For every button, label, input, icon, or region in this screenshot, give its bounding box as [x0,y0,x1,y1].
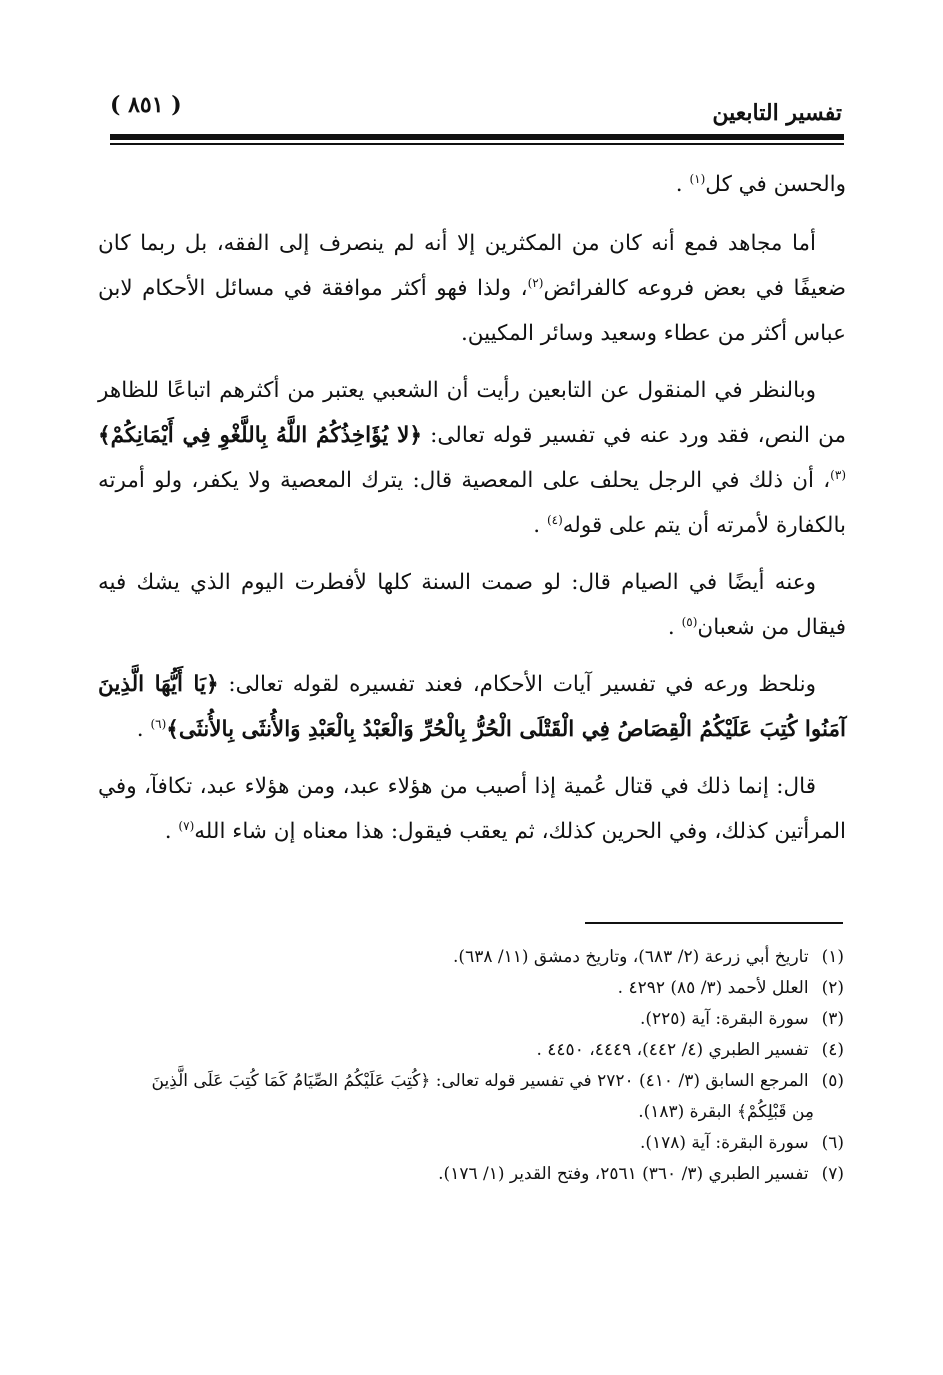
quran-verse-2: ﴿يَا أَيُّهَا الَّذِينَ آمَنُوا كُتِبَ عَلَيْكُمُ الْقِصَاصُ فِي الْقَتْلَى الْحُرُّ بِالْحُرِّ وَالْعَبْدُ بِالْعَبْدِ وَالأُنثَى بِالأُنثَى﴾ [98,672,846,742]
footnote-5-continuation [104,1097,844,1128]
running-title: تفسير التابعين [712,100,842,126]
paragraph-2 [98,221,846,356]
footnote-number: (٦) [821,1133,844,1153]
footnote-ref-6: (٦) [150,716,167,731]
paragraph-3-text-a: وبالنظر في المنقول عن التابعين رأيت أن الشعبي يعتبر من أكثرهم اتباعًا للظاهر من النص، فقد ورد عنه في تفسير قوله تعالى: [98,378,846,448]
footnote-text: سورة البقرة: آية (٢٢٥). [639,1009,809,1029]
quran-verse-1: ﴿لا يُؤَاخِذُكُمُ اللَّهُ بِاللَّغْوِ فِي أَيْمَانِكُمْ﴾ [98,423,422,448]
paragraph-6-text: قال: إنما ذلك في قتال عُمية إذا أصيب من هؤلاء عبد، ومن هؤلاء عبد، تكافآ، وفي المرأتين كذلك، وفي الحرين كذلك، ثم يعقب فيقول: هذا معناه إن شاء الله [98,774,846,844]
footnote-ref-7: (٧) [178,818,195,833]
paragraph-6 [98,764,846,854]
paragraph-1 [98,162,846,207]
main-text [98,162,846,866]
paragraph-4-text: وعنه أيضًا في الصيام قال: لو صمت السنة كلها لأفطرت اليوم الذي يشك فيه فيقال من شعبان [98,570,846,640]
page-header [110,88,842,128]
footnote-text: المرجع السابق (٣/ ٤١٠) ٢٧٢٠ في تفسير قوله تعالى: ﴿كُتِبَ عَلَيْكُمُ الصِّيَامُ كَمَا كُتِبَ عَلَى الَّذِينَ [151,1071,809,1091]
paragraph-1-text: والحسن في كل [705,172,846,197]
footnote-3 [104,1004,844,1035]
footnote-5 [104,1066,844,1097]
header-rule [110,134,844,140]
paragraph-3-text-b: ، أن ذلك في الرجل يحلف على المعصية قال: يترك المعصية ولا يكفر، ولو أمرته بالكفارة لأمرته أن يتم على قوله [98,468,846,538]
footnote-ref-3: (٣) [830,467,846,482]
paragraph-5 [98,662,846,752]
footnote-4 [104,1035,844,1066]
paragraph-1-end: . [675,172,690,197]
footnote-number: (٧) [821,1164,844,1184]
paragraph-4-end: . [667,615,682,640]
footnote-text: تفسير الطبري (٣/ ٣٦٠) ٢٥٦١، وفتح القدير (١/ ١٧٦). [438,1164,809,1184]
footnotes [104,942,844,1190]
footnote-ref-4: (٤) [546,512,563,527]
paragraph-4 [98,560,846,650]
footnote-number: (٥) [821,1071,844,1091]
footnote-number: (١) [821,947,844,967]
footnote-7 [104,1159,844,1190]
paragraph-5-text: ونلحظ ورعه في تفسير آيات الأحكام، فعند تفسيره لقوله تعالى: [218,672,816,697]
footnote-ref-5: (٥) [681,614,698,629]
footnote-text-continuation: مِن قَبْلِكُمْ﴾ البقرة (١٨٣). [638,1102,814,1122]
footnote-ref-1: (١) [689,171,706,186]
footnote-1 [104,942,844,973]
paragraph-5-end: . [136,717,151,742]
paragraph-3-end: . [533,513,547,538]
footnote-6 [104,1128,844,1159]
footnote-separator [585,922,843,924]
footnote-number: (٢) [821,978,844,998]
footnote-2 [104,973,844,1004]
paragraph-2-text-b: ، ولذا فهو أكثر موافقة في مسائل الأحكام لابن عباس أكثر من عطاء وسعيد وسائر المكيين. [98,276,846,346]
footnote-ref-2: (٢) [527,275,544,290]
footnote-text: تاريخ أبي زرعة (٢/ ٦٨٣)، وتاريخ دمشق (١١/ ٦٣٨). [453,947,809,967]
footnote-number: (٣) [821,1009,844,1029]
footnote-number: (٤) [821,1040,844,1060]
paragraph-6-end: . [164,819,179,844]
footnote-text: تفسير الطبري (٤/ ٤٤٢)، ٤٤٤٩، ٤٤٥٠ . [536,1040,809,1060]
header-rule-thin [110,143,844,145]
paragraph-2-text-a: أما مجاهد فمع أنه كان من المكثرين إلا أنه لم ينصرف إلى الفقه، بل ربما كان ضعيفًا في بعض فروعه كالفرائض [98,231,846,301]
page-number: ( ٨٥١ ) [110,92,182,118]
paragraph-3 [98,368,846,548]
footnote-text: سورة البقرة: آية (١٧٨). [639,1133,809,1153]
footnote-text: العلل لأحمد (٣/ ٨٥) ٤٢٩٢ . [617,978,809,998]
